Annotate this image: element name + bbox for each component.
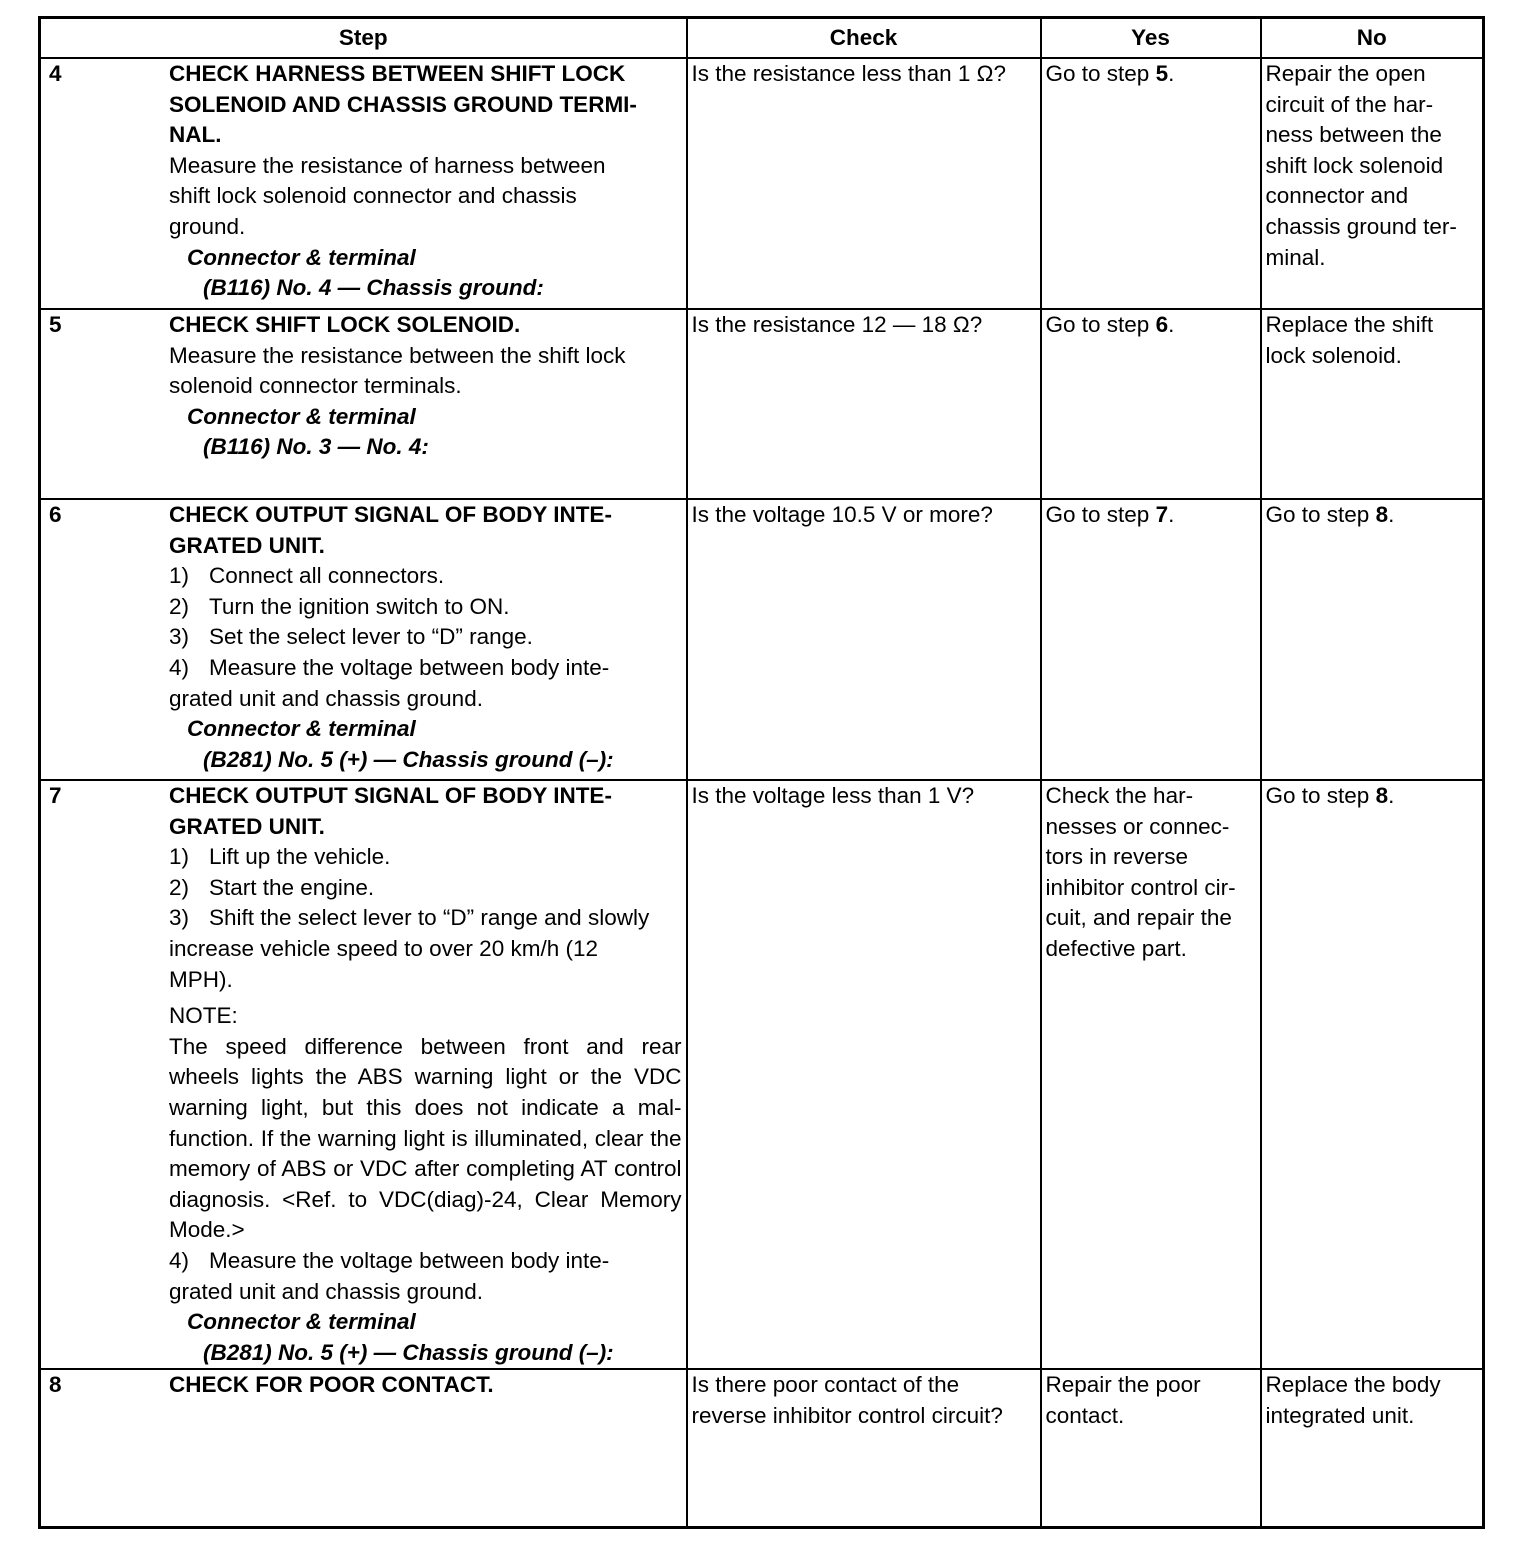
note-label: NOTE:	[169, 1003, 238, 1029]
step-body-line: shift lock solenoid connector and chassis	[169, 183, 577, 209]
step-title-line: CHECK SHIFT LOCK SOLENOID.	[169, 312, 521, 337]
check-cell: Is the resistance less than 1 Ω?	[687, 58, 1041, 309]
table-row-step-4	[40, 58, 1484, 309]
procedure-item: 1) Connect all connectors.	[169, 563, 445, 589]
procedure-item-continuation: increase vehicle speed to over 20 km/h (12	[169, 935, 598, 961]
step-body-line: Measure the resistance of harness between	[169, 152, 606, 178]
procedure-item: 4) Measure the voltage between body inte-	[169, 654, 610, 680]
connector-terminal-label: Connector & terminal	[187, 403, 416, 429]
no-step-ref[interactable]: 8	[1375, 783, 1389, 808]
step-title-line: NAL.	[169, 122, 222, 148]
check-cell: Is the voltage less than 1 V?	[687, 780, 1041, 1369]
step-body-line: ground.	[169, 213, 246, 239]
connector-terminal-label: Connector & terminal	[187, 244, 416, 270]
connector-terminal-value: (B116) No. 3 — No. 4:	[203, 434, 429, 460]
header-yes: Yes	[1041, 18, 1261, 59]
yes-step-ref[interactable]: 5	[1155, 61, 1169, 86]
no-cell: Go to step 8.	[1261, 499, 1484, 780]
step-title-line: CHECK FOR POOR CONTACT.	[169, 1372, 494, 1398]
step-number: 8	[49, 1372, 62, 1398]
connector-terminal-value: (B281) No. 5 (+) — Chassis ground (–):	[203, 1339, 614, 1365]
procedure-item-continuation: MPH).	[169, 966, 233, 992]
connector-terminal-value: (B281) No. 5 (+) — Chassis ground (–):	[203, 746, 614, 772]
step-body-line: Measure the resistance between the shift lock	[169, 342, 626, 368]
note-text: The speed difference between front and rear wheels lights the ABS warning light or the VDC warning light, but this does not indicate a mal-function. If the warning light is illuminated, clear the memory of ABS or VDC after completing AT control diagnosis. <Ref. to VDC(diag)-24, Clear Memory Mode.>	[169, 1033, 682, 1243]
procedure-item: 3) Shift the select lever to “D” range and slowly	[169, 905, 650, 931]
yes-cell: Go to step 6.	[1041, 309, 1261, 499]
header-check: Check	[687, 18, 1041, 59]
yes-step-ref[interactable]: 7	[1155, 502, 1169, 527]
step-number: 7	[49, 783, 62, 808]
check-cell: Is there poor contact of the reverse inhibitor control circuit?	[687, 1369, 1041, 1527]
header-step: Step	[40, 18, 687, 59]
step-title-line: GRATED UNIT.	[169, 532, 325, 558]
table-row-step-8	[40, 1369, 1484, 1527]
step-title-line: GRATED UNIT.	[169, 813, 325, 839]
yes-cell: Check the har- nesses or connec- tors in reverse inhibitor control cir- cuit, and repair the defective part.	[1041, 780, 1261, 1369]
step-number: 5	[49, 312, 62, 337]
connector-terminal-label: Connector & terminal	[187, 716, 416, 742]
yes-cell: Go to step 7.	[1041, 499, 1261, 780]
header-row	[40, 18, 1484, 59]
procedure-item-continuation: grated unit and chassis ground.	[169, 1278, 483, 1304]
diagnostic-table	[38, 16, 1485, 1529]
procedure-item: 1) Lift up the vehicle.	[169, 844, 391, 870]
check-cell: Is the voltage 10.5 V or more?	[687, 499, 1041, 780]
yes-step-ref[interactable]: 6	[1155, 312, 1169, 337]
no-cell: Replace the shift lock solenoid.	[1261, 309, 1484, 499]
step-number: 4	[49, 61, 62, 86]
step-cell	[40, 309, 687, 499]
no-step-ref[interactable]: 8	[1375, 502, 1389, 527]
header-no: No	[1261, 18, 1484, 59]
procedure-item: 2) Turn the ignition switch to ON.	[169, 593, 510, 619]
procedure-item: 3) Set the select lever to “D” range.	[169, 624, 533, 650]
step-cell	[40, 780, 687, 1369]
procedure-item: 2) Start the engine.	[169, 874, 375, 900]
table-row-step-6	[40, 499, 1484, 780]
no-cell: Repair the open circuit of the har- ness between the shift lock solenoid connector and chassis ground ter- minal.	[1261, 58, 1484, 309]
no-cell: Go to step 8.	[1261, 780, 1484, 1369]
step-title-line: CHECK OUTPUT SIGNAL OF BODY INTE-	[169, 783, 612, 808]
table-row-step-5	[40, 309, 1484, 499]
no-cell: Replace the body integrated unit.	[1261, 1369, 1484, 1527]
yes-cell: Go to step 5.	[1041, 58, 1261, 309]
step-cell	[40, 1369, 687, 1527]
connector-terminal-value: (B116) No. 4 — Chassis ground:	[203, 275, 544, 301]
step-title-line: CHECK OUTPUT SIGNAL OF BODY INTE-	[169, 502, 612, 527]
step-number: 6	[49, 502, 62, 527]
step-cell	[40, 58, 687, 309]
procedure-item-continuation: grated unit and chassis ground.	[169, 685, 483, 711]
procedure-item: 4) Measure the voltage between body inte-	[169, 1247, 610, 1273]
table-row-step-7	[40, 780, 1484, 1369]
step-title-line: CHECK HARNESS BETWEEN SHIFT LOCK	[169, 61, 626, 86]
step-cell	[40, 499, 687, 780]
connector-terminal-label: Connector & terminal	[187, 1309, 416, 1335]
yes-cell: Repair the poor contact.	[1041, 1369, 1261, 1527]
check-cell: Is the resistance 12 — 18 Ω?	[687, 309, 1041, 499]
step-body-line: solenoid connector terminals.	[169, 373, 462, 399]
step-title-line: SOLENOID AND CHASSIS GROUND TERMI-	[169, 91, 637, 117]
